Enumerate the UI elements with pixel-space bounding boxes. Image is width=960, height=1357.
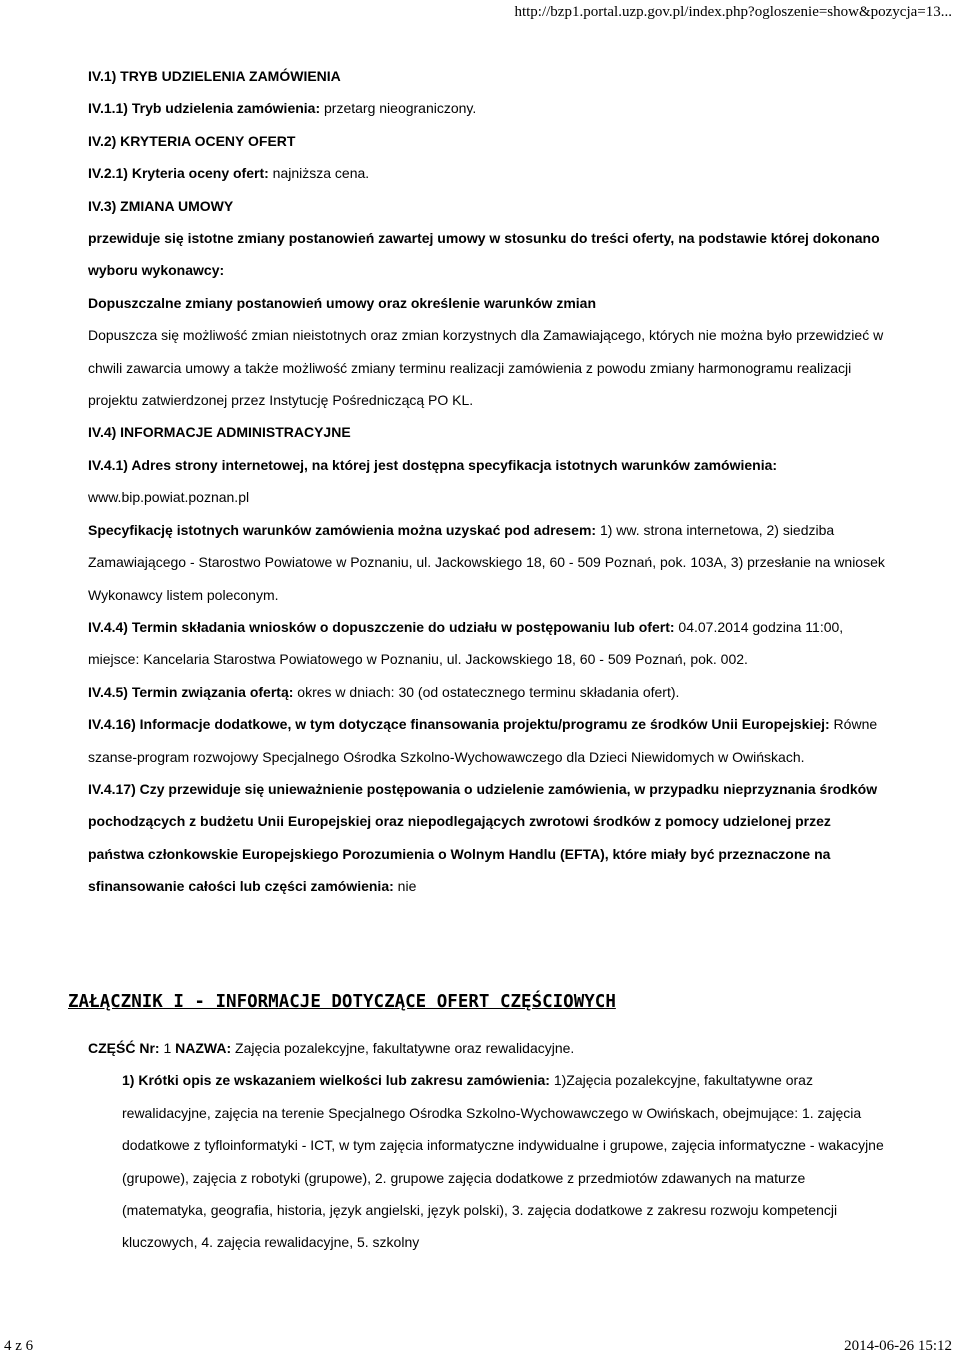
section-iv417: IV.4.17) Czy przewiduje się unieważnienie postępowania o udzielenie zamówienia, w przypadku nieprzyznania środków pochodzących z budżetu Unii Europejskiej oraz niepodlegających zwrotowi środków z pomocy udzielonej przez państwa członkowskie Europejskiego Porozumienia o Wolnym Handlu (EFTA), które miały być przeznaczone na sfinansowanie całości lub części zamówienia: nie — [88, 780, 878, 895]
section-iv416: IV.4.16) Informacje dodatkowe, w tym dotyczące finansowania projektu/programu ze środków Unii Europejskiej: Równe szanse-program rozwojowy Specjalnego Ośrodka Szkolno-Wychowawczego dla Dzieci Niewidomych w Owińskach. — [88, 716, 878, 765]
annex-part-line: CZĘŚĆ Nr: 1 NAZWA: Zajęcia pozalekcyjne, fakultatywne oraz rewalidacyjne. — [88, 1040, 575, 1056]
section-iv3-intro: przewiduje się istotne zmiany postanowień zawartej umowy w stosunku do treści oferty, na podstawie której dokonano wyboru wykonawcy: — [88, 230, 880, 279]
section-iv21: IV.2.1) Kryteria oceny ofert: najniższa cena. — [88, 165, 370, 182]
section-iv44: IV.4.4) Termin składania wniosków o dopuszczenie do udziału w postępowaniu lub ofert: 04.07.2014 godzina 11:00, miejsce: Kancelaria Starostwa Powiatowego w Poznaniu, ul. Jackowskiego 18, 60 - 509 Poznań, pok. 002. — [88, 618, 844, 668]
annex-description: 1) Krótki opis ze wskazaniem wielkości lub zakresu zamówienia: 1)Zajęcia pozalekcyjne, fakultatywne oraz rewalidacyjne, zajęcia na terenie Specjalnego Ośrodka Szkolno-Wychowawczego w Owińskach, obejmujące: 1. zajęcia dodatkowe z tyfloinformatyki - ICT, w tym zajęcia informatyczne indywidualne i grupowe, zajęcia informatyczne - wakacyjne (grupowe), zajęcia z robotyki (grupowe), 2. grupowe zajęcia dodatkowe z przedmiotów zdawanych na maturze (matematyka, geografia, historia, język angielski, język polski), 3. zajęcia dodatkowe z zakresu rozwoju kompetencji kluczowych, 4. zajęcia rewalidacyjne, 5. szkolny — [122, 1072, 884, 1251]
annex-title: ZAŁĄCZNIK I - INFORMACJE DOTYCZĄCE OFERT CZĘŚCIOWYCH — [68, 992, 616, 1012]
section-iv41-url: www.bip.powiat.poznan.pl — [88, 489, 250, 506]
footer-datetime: 2014-06-26 15:12 — [844, 1338, 952, 1354]
section-siwz: Specyfikację istotnych warunków zamówienia można uzyskać pod adresem: 1) ww. strona internetowa, 2) siedziba Zamawiającego - Starostwo Powiatowe w Poznaniu, ul. Jackowskiego 18, 60 - 509 Poznań, pok. 103A, 3) przesłanie na wniosek Wykonawcy listem poleconym. — [88, 521, 885, 603]
footer-page-number: 4 z 6 — [4, 1338, 34, 1354]
section-iv45: IV.4.5) Termin związania ofertą: okres w dniach: 30 (od ostatecznego terminu składania ofert). — [88, 683, 680, 700]
document-body — [88, 60, 888, 903]
section-iv4-title: IV.4) INFORMACJE ADMINISTRACYJNE — [88, 424, 351, 441]
annex-section — [68, 992, 928, 1259]
section-iv11: IV.1.1) Tryb udzielenia zamówienia: przetarg nieograniczony. — [88, 100, 477, 117]
section-iv3-sub: Dopuszczalne zmiany postanowień umowy oraz określenie warunków zmian — [88, 294, 597, 311]
header-url: http://bzp1.portal.uzp.gov.pl/index.php?ogloszenie=show&pozycja=13... — [514, 4, 952, 20]
section-iv2-title: IV.2) KRYTERIA OCENY OFERT — [88, 132, 296, 149]
section-iv1-title: IV.1) TRYB UDZIELENIA ZAMÓWIENIA — [88, 68, 341, 84]
section-iv3-text: Dopuszcza się możliwość zmian nieistotnych oraz zmian korzystnych dla Zamawiającego, których nie można było przewidzieć w chwili zawarcia umowy a także możliwość zmiany terminu realizacji zamówienia z powodu zmiany harmonogramu realizacji projektu zatwierdzonej przez Instytucję Pośredniczącą PO KL. — [88, 327, 884, 409]
section-iv41: IV.4.1) Adres strony internetowej, na której jest dostępna specyfikacja istotnych warunków zamówienia: — [88, 456, 778, 473]
section-iv3-title: IV.3) ZMIANA UMOWY — [88, 197, 234, 214]
